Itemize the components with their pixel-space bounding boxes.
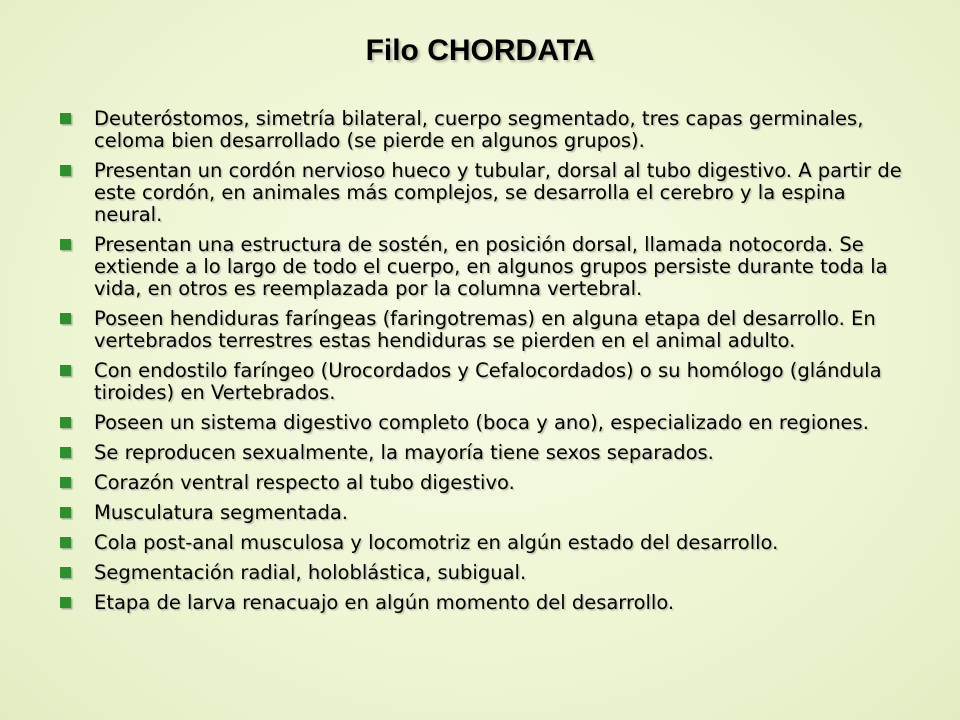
square-bullet-icon [60,597,71,608]
square-bullet-icon [60,313,71,324]
bullet-text: Segmentación radial, holoblástica, subigual. [94,561,527,584]
square-bullet-icon [60,417,71,428]
bullet-item [56,532,914,554]
bullet-list [56,108,914,622]
bullet-item [56,412,914,434]
bullet-text: Cola post-anal musculosa y locomotriz en algún estado del desarrollo. [94,531,779,554]
square-bullet-icon [60,165,71,176]
bullet-text: Corazón ventral respecto al tubo digestivo. [94,471,515,494]
bullet-text: Poseen hendiduras faríngeas (faringotremas) en alguna etapa del desarrollo. En vertebrados terrestres estas hendiduras se pierden en el animal adulto. [94,307,876,352]
bullet-text: Etapa de larva renacuajo en algún momento del desarrollo. [94,591,675,614]
bullet-item [56,360,914,404]
bullet-item [56,502,914,524]
bullet-item [56,160,914,226]
bullet-text: Musculatura segmentada. [94,501,348,524]
bullet-item [56,592,914,614]
bullet-item [56,472,914,494]
bullet-item [56,234,914,300]
bullet-text: Presentan un cordón nervioso hueco y tubular, dorsal al tubo digestivo. A partir de este cordón, en animales más complejos, se desarrolla el cerebro y la espina neural. [94,159,902,226]
slide-title: Filo CHORDATA [365,34,595,67]
square-bullet-icon [60,477,71,488]
square-bullet-icon [60,239,71,250]
bullet-text: Poseen un sistema digestivo completo (boca y ano), especializado en regiones. [94,411,869,434]
square-bullet-icon [60,507,71,518]
bullet-text: Presentan una estructura de sostén, en posición dorsal, llamada notocorda. Se extiende a lo largo de todo el cuerpo, en algunos grupos persiste durante toda la vida, en otros es reemplazada por la columna vertebral. [94,233,888,300]
square-bullet-icon [60,113,71,124]
bullet-text: Con endostilo faríngeo (Urocordados y Cefalocordados) o su homólogo (glándula tiroides) en Vertebrados. [94,359,882,404]
bullet-text: Deuteróstomos, simetría bilateral, cuerpo segmentado, tres capas germinales, celoma bien desarrollado (se pierde en algunos grupos). [94,107,864,152]
square-bullet-icon [60,447,71,458]
square-bullet-icon [60,365,71,376]
bullet-item [56,562,914,584]
bullet-item [56,308,914,352]
bullet-item [56,108,914,152]
square-bullet-icon [60,537,71,548]
bullet-text: Se reproducen sexualmente, la mayoría tiene sexos separados. [94,441,714,464]
bullet-item [56,442,914,464]
square-bullet-icon [60,567,71,578]
